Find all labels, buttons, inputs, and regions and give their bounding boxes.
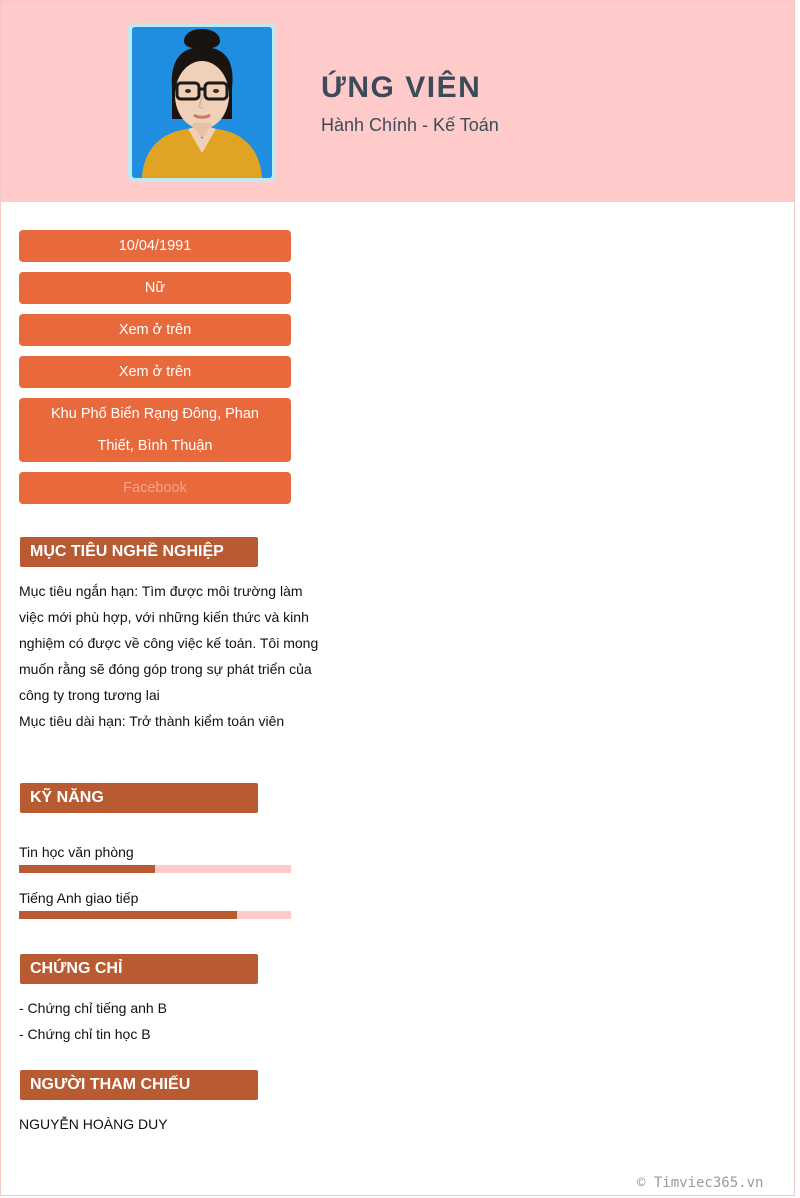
references-section-title: NGƯỜI THAM CHIẾU [20, 1070, 258, 1100]
skill-bar-fill [19, 911, 237, 919]
gender-field: Nữ [19, 272, 291, 304]
certificates-section-title: CHỨNG CHỈ [20, 954, 258, 984]
skill-bar [19, 865, 291, 873]
candidate-name: ỨNG VIÊN [321, 71, 482, 104]
email-field: Xem ở trên [19, 356, 291, 388]
address-field: Khu Phố Biển Rạng Đông, Phan Thiết, Bình Thuận [19, 398, 291, 462]
certificates-list [19, 995, 329, 1047]
social-field[interactable] [19, 472, 291, 504]
objective-text [19, 578, 329, 734]
skills-section-title: KỸ NĂNG [20, 783, 258, 813]
objective-section-title: MỤC TIÊU NGHỀ NGHIỆP [20, 537, 258, 567]
reference-name: NGUYỄN HOÀNG DUY [19, 1116, 168, 1132]
skill-label: Tin học văn phòng [19, 844, 134, 860]
candidate-role: Hành Chính - Kế Toán [321, 115, 499, 135]
skill-label: Tiếng Anh giao tiếp [19, 890, 139, 906]
objective-long-term: Mục tiêu dài hạn: Trở thành kiểm toán viên [19, 713, 285, 729]
profile-photo [132, 27, 272, 178]
watermark: © Timviec365.vn [637, 1175, 764, 1191]
facebook-link[interactable]: Facebook [123, 480, 187, 496]
skill-bar-fill [19, 865, 155, 873]
profile-photo-frame [128, 23, 276, 182]
objective-short-term: Mục tiêu ngắn hạn: Tìm được môi trường làm việc mới phù hợp, với những kiến thức và kinh nghiệm có được về công việc kế toán. Tôi mong muốn rằng sẽ đóng góp trong sự phát triển của công ty trong tương lai [19, 583, 319, 703]
certificate-item: - Chứng chỉ tiếng anh B [19, 1000, 167, 1016]
certificate-item: - Chứng chỉ tin học B [19, 1026, 151, 1042]
birthday-field: 10/04/1991 [19, 230, 291, 262]
phone-field: Xem ở trên [19, 314, 291, 346]
cv-header [1, 1, 795, 202]
skill-bar [19, 911, 291, 919]
